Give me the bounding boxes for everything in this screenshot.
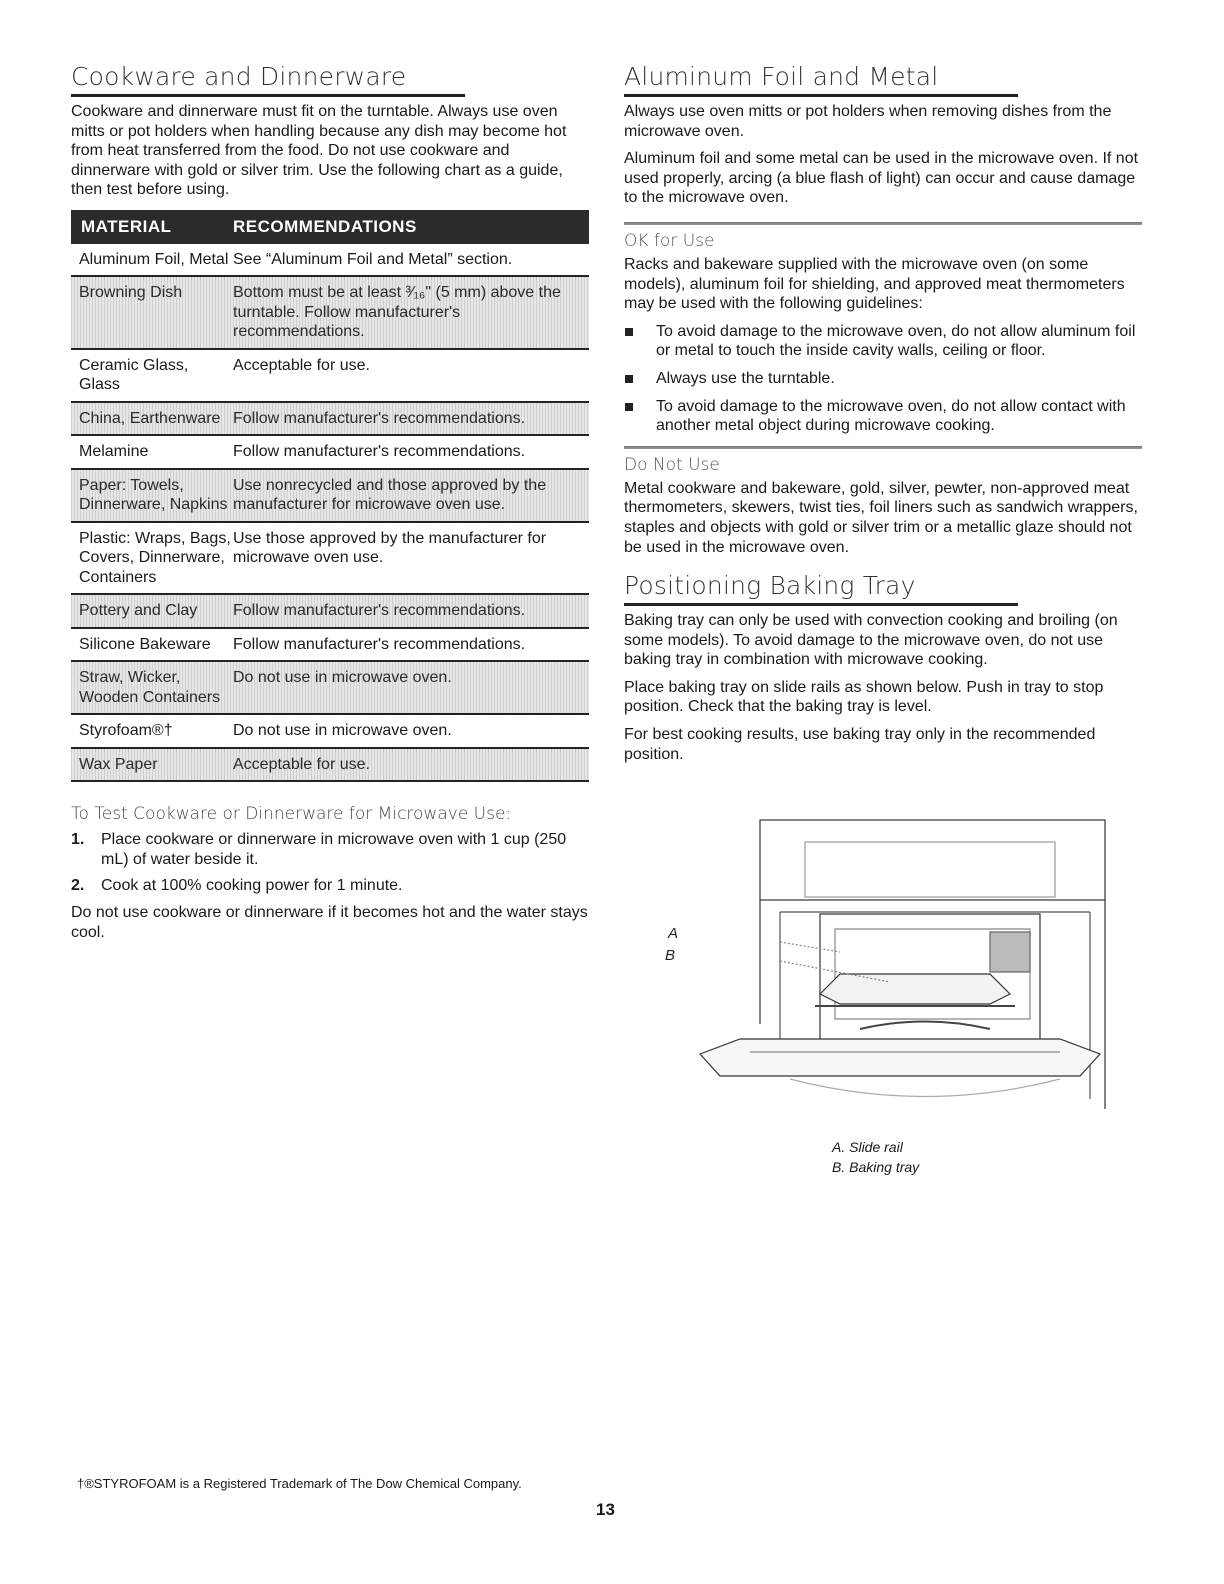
materials-table bbox=[71, 210, 589, 783]
ok-intro: Racks and bakeware supplied with the microwave oven (on some models), aluminum foil for shielding, and approved meat thermometers may be used with the following guidelines: bbox=[624, 255, 1125, 313]
bullet-item bbox=[624, 322, 1142, 361]
header-material: MATERIAL bbox=[81, 216, 172, 236]
table-header bbox=[71, 210, 589, 244]
test-note: Do not use cookware or dinnerware if it becomes hot and the water stays cool. bbox=[71, 904, 588, 941]
bullet-item bbox=[624, 369, 1142, 389]
table-row bbox=[71, 403, 589, 437]
turntable-edge bbox=[860, 1022, 990, 1030]
foil-heading: Aluminum Foil and Metal bbox=[624, 62, 939, 91]
cookware-heading: Cookware and Dinnerware bbox=[71, 62, 407, 91]
recommendation-cell: Follow manufacturer's recommendations. bbox=[233, 635, 526, 653]
table-row bbox=[71, 244, 589, 278]
oven-display-window bbox=[805, 842, 1055, 897]
dont-text: Metal cookware and bakeware, gold, silver, pewter, non-approved meat thermometers, skewers, twist ties, foil liners such as sandwich wrappers, staples and objects with gold or silver trim or a metallic glaze should not be used in the microwave oven. bbox=[624, 479, 1138, 556]
foil-paragraph-1: Always use oven mitts or pot holders when removing dishes from the microwave oven. bbox=[624, 103, 1112, 140]
step-item bbox=[71, 830, 589, 869]
step-item bbox=[71, 876, 589, 896]
step-text: Place cookware or dinnerware in microwave oven with 1 cup (250 mL) of water beside it. bbox=[101, 831, 567, 869]
oven-illustration bbox=[660, 814, 1110, 1114]
table-row bbox=[71, 595, 589, 629]
oven-door-open bbox=[700, 1039, 1100, 1076]
table-row bbox=[71, 715, 589, 749]
section-rule bbox=[624, 222, 1142, 225]
table-row bbox=[71, 350, 589, 403]
bullet-text: Always use the turntable. bbox=[656, 369, 835, 387]
foil-paragraph-2: Aluminum foil and some metal can be used in the microwave oven. If not used properly, arcing (a blue flash of light) can occur and cause damage to the microwave oven. bbox=[624, 150, 1139, 207]
tray-paragraph-3: For best cooking results, use baking tray only in the recommended position. bbox=[624, 726, 1096, 763]
recommendation-cell: Follow manufacturer's recommendations. bbox=[233, 409, 526, 427]
material-cell: Styrofoam®† bbox=[79, 722, 173, 740]
tray-paragraph-1: Baking tray can only be used with convection cooking and broiling (on some models). To avoid damage to the microwave oven, do not use baking tray in combination with microwave cooking. bbox=[624, 612, 1118, 669]
material-cell: China, Earthenware bbox=[79, 409, 221, 427]
heading-rule bbox=[71, 94, 465, 97]
material-cell: Silicone Bakeware bbox=[79, 635, 211, 653]
table-row bbox=[71, 749, 589, 783]
dont-heading: Do Not Use bbox=[624, 454, 720, 475]
material-cell: Aluminum Foil, Metal bbox=[79, 250, 229, 268]
material-cell: Melamine bbox=[79, 443, 149, 461]
recommendation-cell: Acceptable for use. bbox=[233, 356, 370, 374]
tray-paragraph-2: Place baking tray on slide rails as shown below. Push in tray to stop position. Check that the baking tray is level. bbox=[624, 678, 1104, 716]
table-row bbox=[71, 629, 589, 663]
table-row bbox=[71, 277, 589, 350]
step-text: Cook at 100% cooking power for 1 minute. bbox=[101, 876, 403, 894]
figure-caption bbox=[832, 1137, 919, 1177]
step-number: 2. bbox=[71, 876, 85, 894]
tray-heading: Positioning Baking Tray bbox=[624, 571, 916, 601]
recommendation-cell: Follow manufacturer's recommendations. bbox=[233, 602, 526, 620]
table-row bbox=[71, 662, 589, 715]
section-rule bbox=[624, 446, 1142, 449]
test-steps bbox=[71, 830, 589, 895]
material-cell: Straw, Wicker, Wooden Containers bbox=[79, 669, 221, 706]
bullet-square-icon bbox=[625, 403, 633, 411]
table-row bbox=[71, 436, 589, 470]
recommendation-cell: Use nonrecycled and those approved by the manufacturer for microwave oven use. bbox=[233, 476, 547, 514]
ok-bullets bbox=[624, 322, 1142, 436]
recommendation-cell: Do not use in microwave oven. bbox=[233, 722, 452, 740]
leader-line-a bbox=[780, 942, 840, 952]
bullet-square-icon bbox=[625, 328, 633, 336]
table-row bbox=[71, 523, 589, 596]
heading-rule bbox=[624, 603, 1018, 606]
header-recommendations: RECOMMENDATIONS bbox=[233, 216, 417, 236]
recommendation-cell: Bottom must be at least ³⁄₁₆" (5 mm) above the turntable. Follow manufacturer's recommendations. bbox=[233, 284, 561, 341]
material-cell: Plastic: Wraps, Bags, Covers, Dinnerware, Containers bbox=[79, 529, 231, 586]
figure-label-a: A bbox=[668, 925, 679, 942]
step-number: 1. bbox=[71, 831, 85, 849]
oven-control-panel bbox=[760, 820, 1105, 900]
caption-a: A. Slide rail bbox=[832, 1139, 903, 1155]
figure-label-b: B bbox=[665, 947, 676, 964]
left-column bbox=[71, 62, 589, 950]
material-cell: Ceramic Glass, Glass bbox=[79, 356, 189, 394]
material-cell: Paper: Towels, Dinnerware, Napkins bbox=[79, 476, 228, 514]
ok-heading: OK for Use bbox=[624, 230, 715, 251]
bullet-text: To avoid damage to the microwave oven, do not allow contact with another metal object during microwave cooking. bbox=[656, 397, 1126, 435]
caption-b: B. Baking tray bbox=[832, 1159, 920, 1175]
recommendation-cell: Do not use in microwave oven. bbox=[233, 669, 452, 687]
right-column bbox=[624, 62, 1142, 772]
material-cell: Wax Paper bbox=[79, 755, 158, 773]
material-cell: Browning Dish bbox=[79, 284, 183, 302]
recommendation-cell: Follow manufacturer's recommendations. bbox=[233, 443, 526, 461]
bullet-item bbox=[624, 397, 1142, 436]
bullet-square-icon bbox=[625, 375, 633, 383]
table-body bbox=[71, 244, 589, 783]
recommendation-cell: Acceptable for use. bbox=[233, 755, 370, 773]
oven-vent bbox=[990, 932, 1030, 972]
material-cell: Pottery and Clay bbox=[79, 602, 198, 620]
page-number: 13 bbox=[596, 1500, 615, 1519]
footnote: †®STYROFOAM is a Registered Trademark of The Dow Chemical Company. bbox=[77, 1476, 522, 1491]
bullet-text: To avoid damage to the microwave oven, do not allow aluminum foil or metal to touch the inside cavity walls, ceiling or floor. bbox=[656, 322, 1136, 360]
recommendation-cell: Use those approved by the manufacturer for microwave oven use. bbox=[233, 529, 547, 567]
cookware-intro: Cookware and dinnerware must fit on the turntable. Always use oven mitts or pot holders when handling because any dish may become hot from heat transferred from the food. Do not use cookware and dinnerware with gold or silver trim. Use the following chart as a guide, then test before using. bbox=[71, 103, 567, 199]
heading-rule bbox=[624, 94, 1018, 97]
test-heading: To Test Cookware or Dinnerware for Microwave Use: bbox=[71, 804, 512, 825]
table-row bbox=[71, 470, 589, 523]
baking-tray bbox=[820, 974, 1010, 1004]
recommendation-cell: See “Aluminum Foil and Metal” section. bbox=[233, 250, 513, 268]
